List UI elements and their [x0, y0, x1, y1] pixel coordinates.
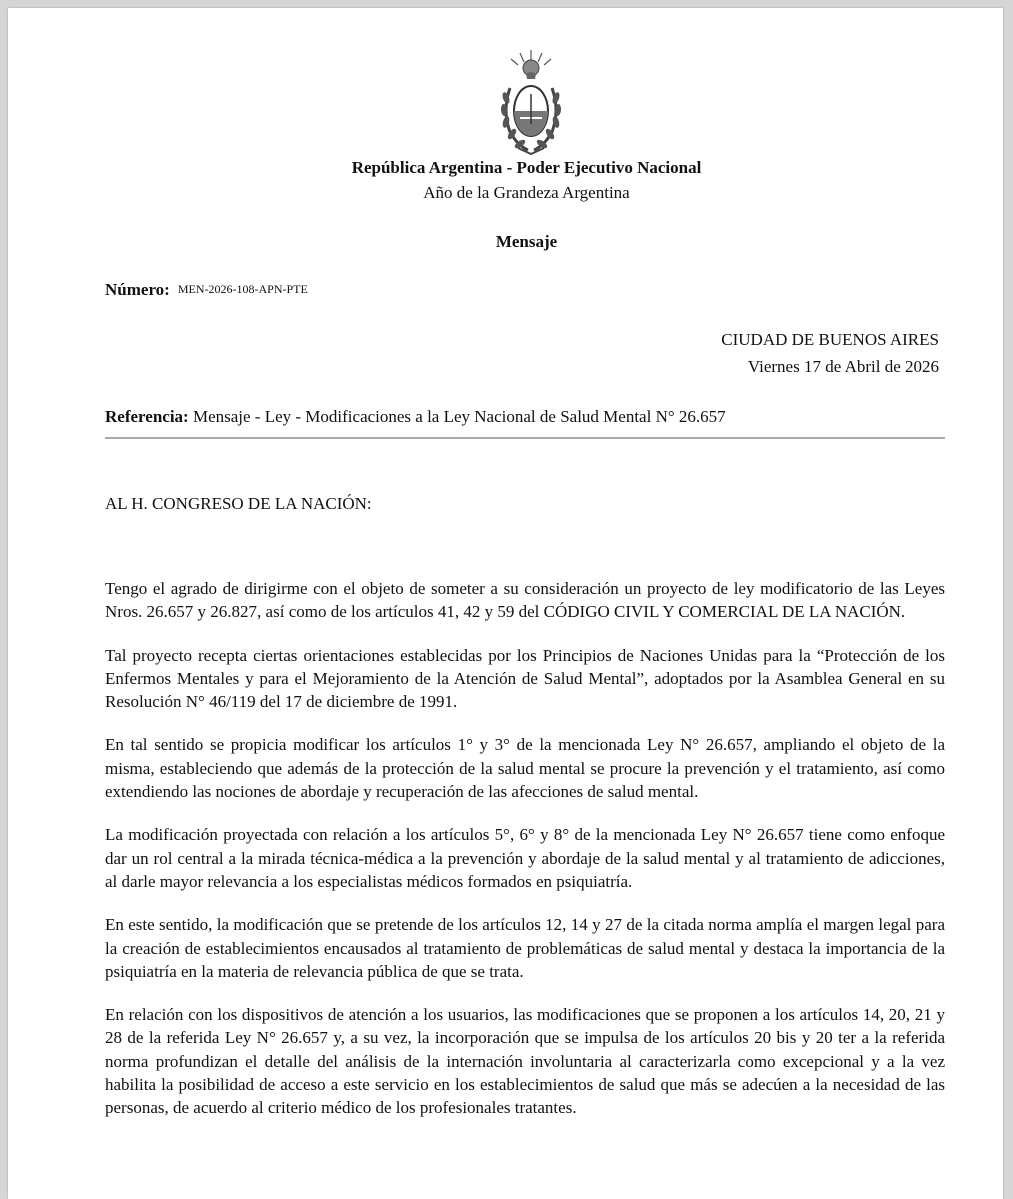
document-number-label: Número:: [105, 280, 170, 299]
coat-of-arms-icon: [496, 48, 566, 158]
paragraph: En tal sentido se propicia modificar los artículos 1° y 3° de la mencionada Ley N° 26.657, ampliando el objeto de la misma, estableciendo que además de la protección de la salud mental se procure la prevención y el tratamiento, así como extendiendo las nociones de abordaje y recuperación de las afecciones de salud mental.: [105, 735, 945, 802]
reference-text: Mensaje - Ley - Modificaciones a la Ley Nacional de Salud Mental N° 26.657: [188, 407, 726, 426]
date: Viernes 17 de Abril de 2026: [747, 357, 939, 376]
paragraph: En relación con los dispositivos de atención a los usuarios, las modificaciones que se proponen a los artículos 14, 20, 21 y 28 de la referida Ley N° 26.657 y, a su vez, la incorporación que se impulsa de los artículos 20 bis y 20 ter a la referida norma profundizan el detalle del análisis de la internación involuntaria al caracterizarla como excepcional y a la vez habilita la posibilidad de acceso a este servicio en los establecimientos de salud que más se adecúen a la necesidad de las personas, de acuerdo al criterio médico de los profesionales tratantes.: [105, 1005, 945, 1118]
institution-title: República Argentina - Poder Ejecutivo Nacional: [351, 158, 702, 177]
document-page: [8, 8, 1003, 1199]
reference: [105, 407, 726, 427]
document-type-title: Mensaje: [495, 232, 558, 251]
addressee: AL H. CONGRESO DE LA NACIÓN:: [105, 494, 372, 513]
paragraph: Tal proyecto recepta ciertas orientaciones establecidas por los Principios de Naciones Unidas para la “Protección de los Enfermos Mentales y para el Mejoramiento de la Atención de Salud Mental”, adoptados por la Asamblea General en su Resolución N° 46/119 del 17 de diciembre de 1991.: [105, 645, 945, 712]
year-motto: Año de la Grandeza Argentina: [423, 183, 630, 202]
document-number-value: MEN-2026-108-APN-PTE: [177, 282, 308, 296]
paragraph: Tengo el agrado de dirigirme con el objeto de someter a su consideración un proyecto de ley modificatorio de las Leyes Nros. 26.657 y 26.827, así como de los artículos 41, 42 y 59 del CÓDIGO CIVIL Y COMERCIAL DE LA NACIÓN.: [105, 579, 945, 622]
reference-label: Referencia:: [105, 407, 189, 426]
message-body: [105, 577, 945, 1140]
divider: [105, 437, 945, 439]
paragraph: En este sentido, la modificación que se pretende de los artículos 12, 14 y 27 de la citada norma amplía el margen legal para la creación de establecimientos encausados al tratamiento de problemáticas de salud mental y destaca la importancia de la psiquiatría en la materia de relevancia pública de que se trata.: [105, 915, 945, 981]
paragraph: La modificación proyectada con relación a los artículos 5°, 6° y 8° de la mencionada Ley N° 26.657 tiene como enfoque dar un rol central a la mirada técnica-médica a la prevención y abordaje de la salud mental y al tratamiento de adicciones, al darle mayor relevancia a los especialistas médicos formados en psiquiatría.: [105, 825, 945, 891]
place: CIUDAD DE BUENOS AIRES: [721, 330, 939, 349]
document-number: [105, 280, 308, 300]
